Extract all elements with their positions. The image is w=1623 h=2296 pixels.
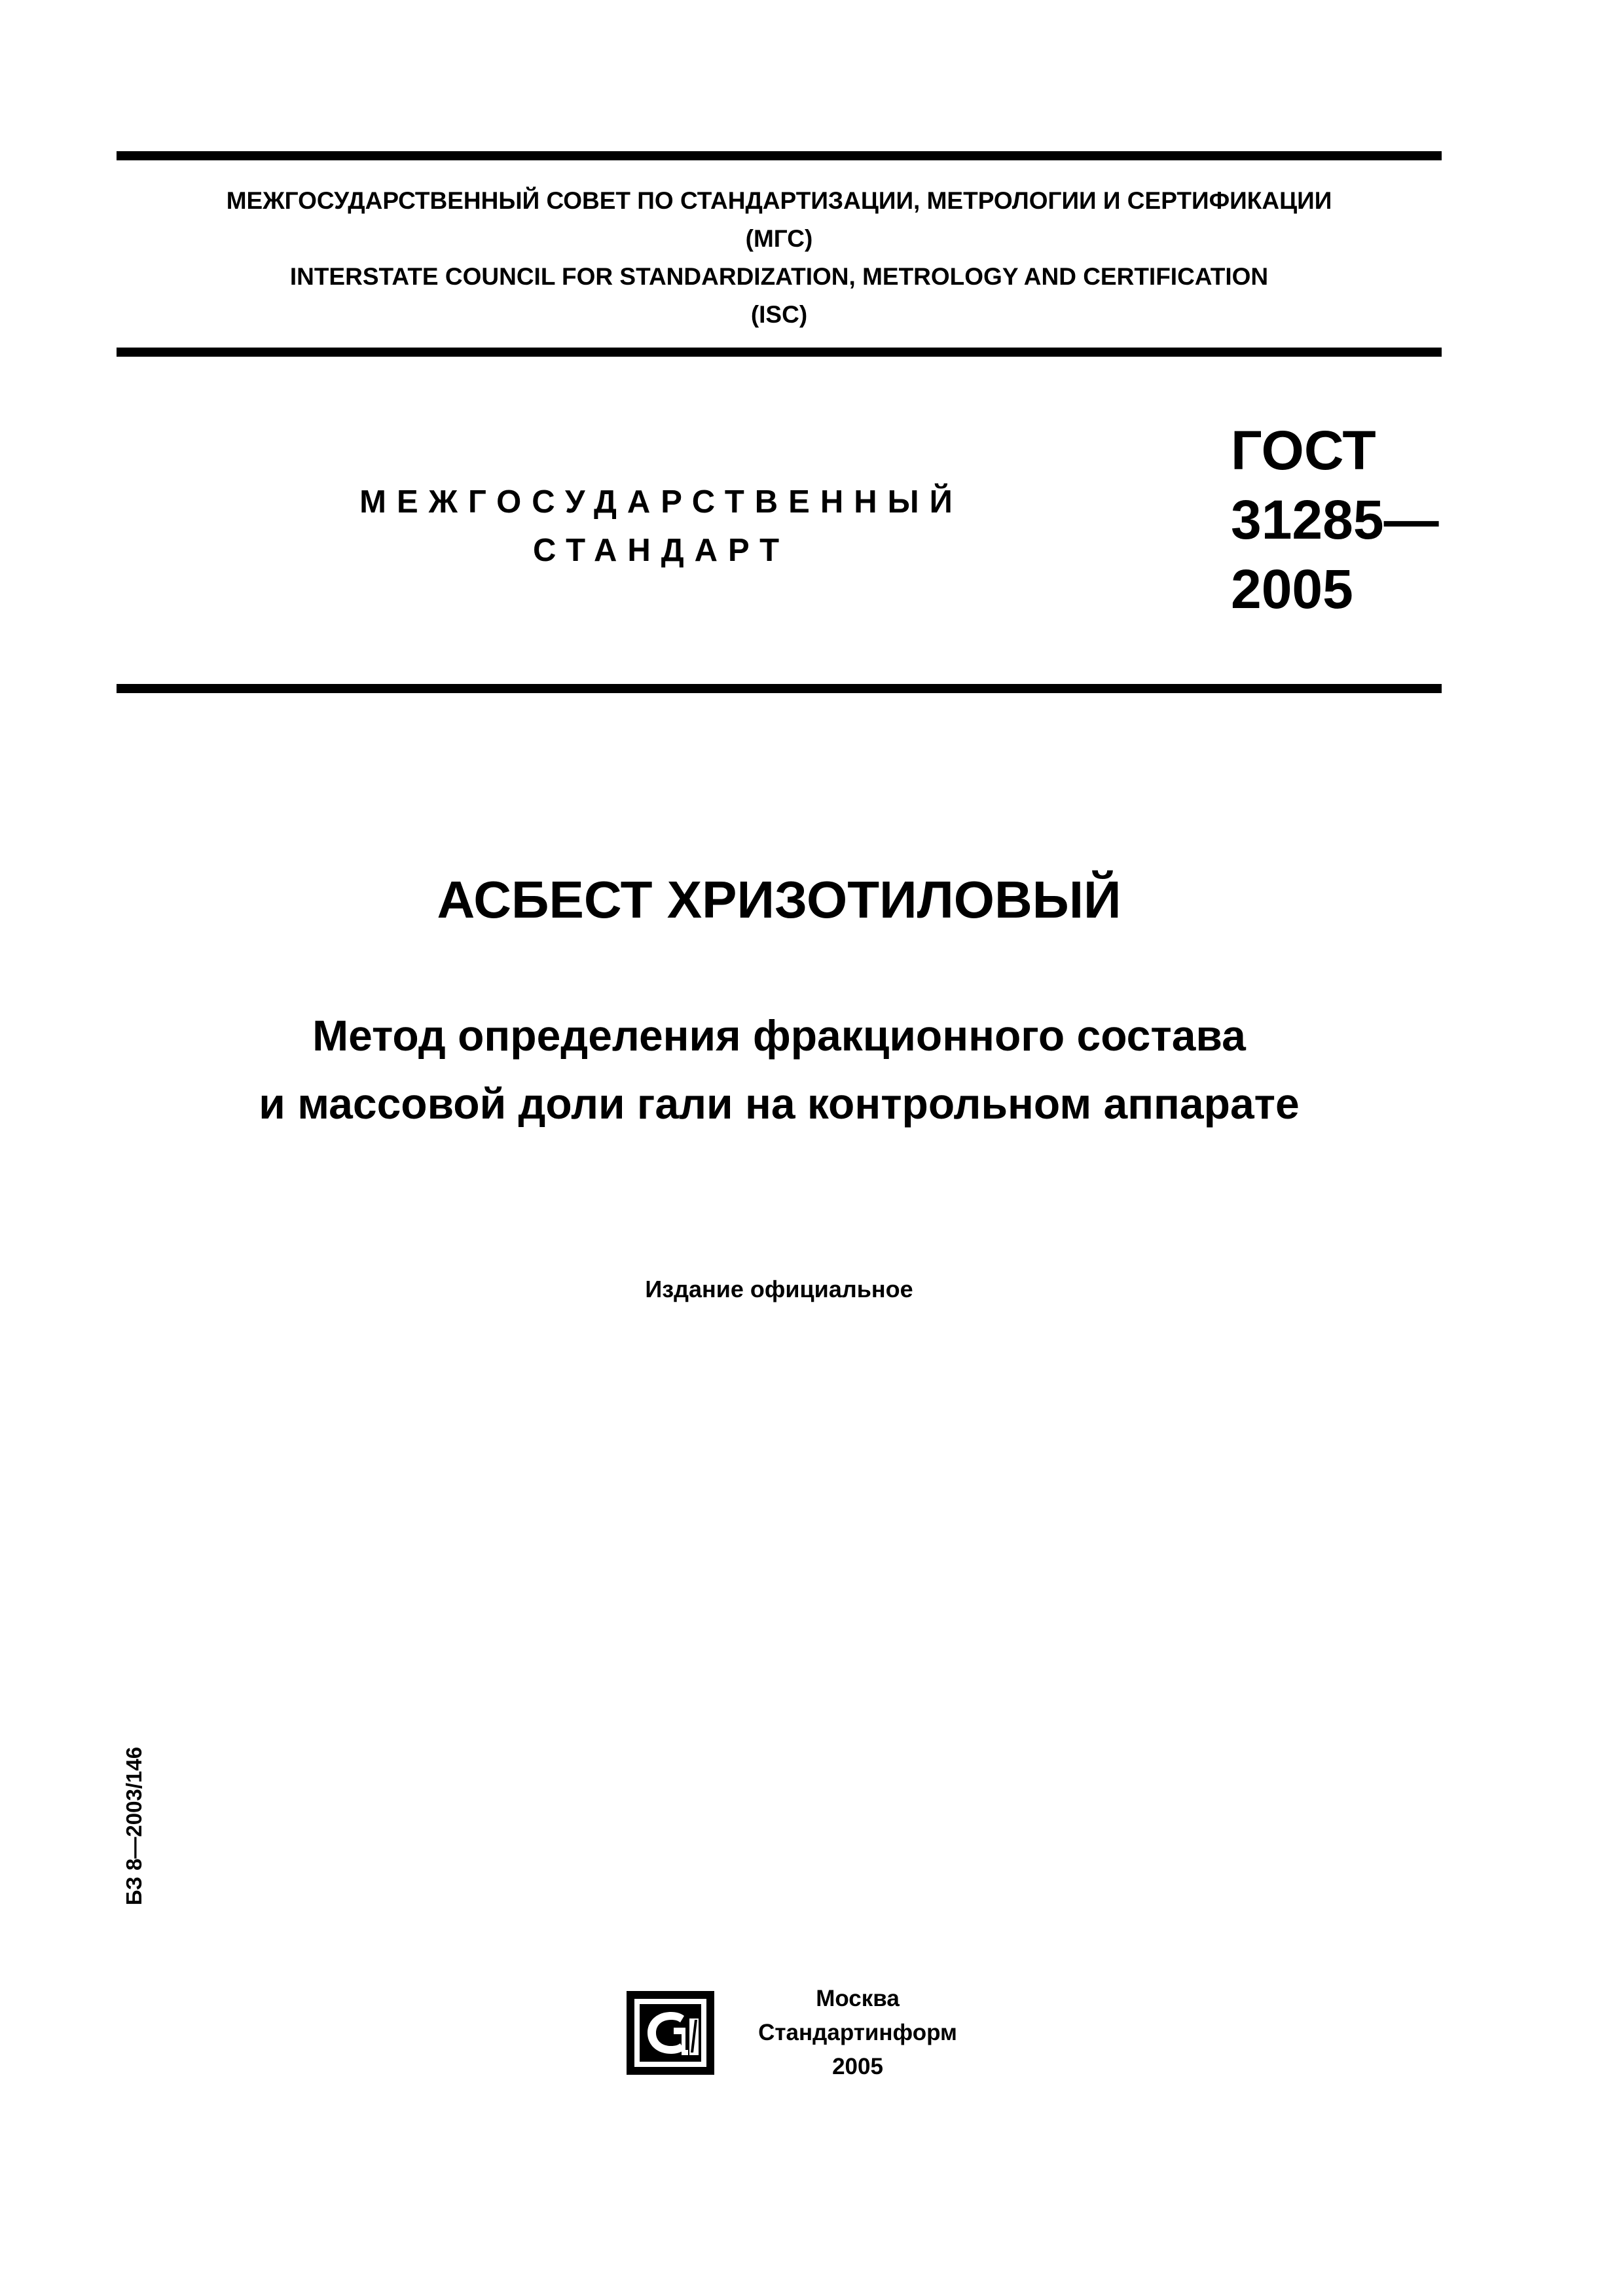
publisher-city: Москва <box>816 1986 900 2011</box>
header-bottom-rule <box>117 348 1442 357</box>
gost-number: 31285— <box>1231 489 1439 550</box>
document-title: АСБЕСТ ХРИЗОТИЛОВЫЙ <box>437 870 1122 929</box>
standard-type-label <box>275 478 1048 575</box>
document-subtitle <box>117 1001 1442 1138</box>
subtitle-line2: и массовой доли гали на контрольном аппарате <box>259 1079 1300 1128</box>
council-name-ru: МЕЖГОСУДАРСТВЕННЫЙ СОВЕТ ПО СТАНДАРТИЗАЦИИ, МЕТРОЛОГИИ И СЕРТИФИКАЦИИ <box>226 187 1332 214</box>
publisher-name: Стандартинформ <box>758 2020 957 2045</box>
publisher-year: 2005 <box>832 2054 883 2079</box>
standard-type-line2: СТАНДАРТ <box>532 533 790 568</box>
designation-bottom-rule <box>117 684 1442 693</box>
gost-year: 2005 <box>1231 558 1353 620</box>
publisher-imprint <box>727 1982 989 2084</box>
standard-type-line1: МЕЖГОСУДАРСТВЕННЫЙ <box>359 484 963 520</box>
standartinform-logo-icon <box>625 1990 716 2076</box>
edition-label: Издание официальное <box>645 1276 913 1302</box>
side-code: БЗ 8—2003/146 <box>122 1746 146 1906</box>
council-name-en: INTERSTATE COUNCIL FOR STANDARDIZATION, METROLOGY AND CERTIFICATION <box>289 263 1269 290</box>
gost-designation <box>1231 416 1440 624</box>
gost-prefix: ГОСТ <box>1231 420 1376 481</box>
council-abbr-en: (ISC) <box>750 301 808 328</box>
council-header <box>117 182 1442 334</box>
council-abbr-ru: (МГС) <box>745 225 813 252</box>
top-rule <box>117 151 1442 160</box>
subtitle-line1: Метод определения фракционного состава <box>312 1011 1246 1060</box>
